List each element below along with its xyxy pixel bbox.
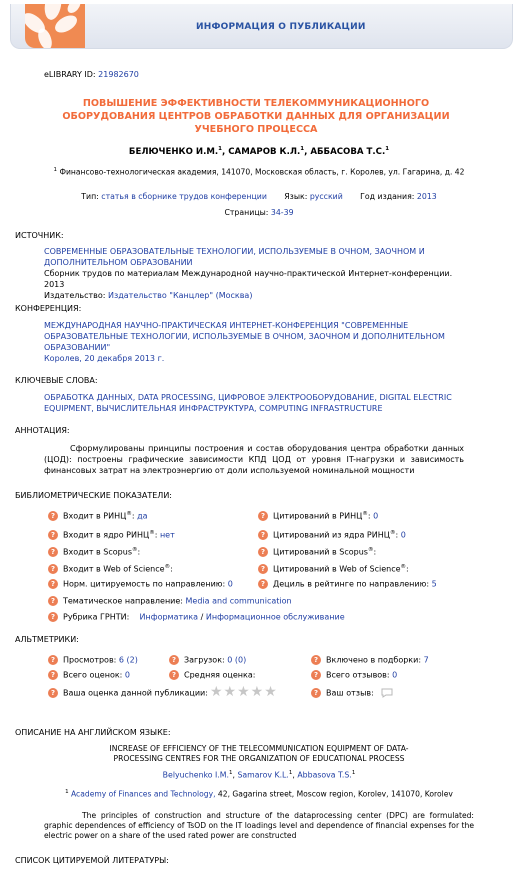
- elibrary-id: [44, 70, 139, 79]
- help-icon[interactable]: ?: [48, 596, 58, 606]
- english-abstract: The principles of construction and structure of the dataprocessing center (DPC) are formulated: graphic dependences of efficiency of TsOD on the IT loadings level and dependence of financial expenses for the electric power on a share of the used rated power are constructed: [44, 811, 474, 840]
- elibrary-logo: [25, 4, 85, 48]
- year-value: 2013: [416, 192, 437, 201]
- bib-left-4: ? Норм. цитируемость по направлению: 0: [48, 579, 233, 589]
- help-icon[interactable]: ?: [48, 530, 58, 540]
- grnti-link-2[interactable]: Информационное обслуживание: [205, 612, 345, 622]
- downloads-row: ? Загрузок: 0 (0): [169, 655, 246, 665]
- bib-left-3: ? Входит в Web of Science®:: [48, 564, 173, 574]
- help-icon[interactable]: ?: [48, 670, 58, 680]
- bib-right-3: ? Цитирований в Web of Science®:: [258, 564, 409, 574]
- publication-title: ПОВЫШЕНИЕ ЭФФЕКТИВНОСТИ ТЕЛЕКОММУНИКАЦИОННОГО ОБОРУДОВАНИЯ ЦЕНТРОВ ОБРАБОТКИ ДАННЫХ ДЛЯ ОРГАНИЗАЦИИ УЧЕБНОГО ПРОЦЕССА: [62, 98, 450, 135]
- avg-row: ? Средняя оценка:: [169, 670, 255, 680]
- conference-place: Королев, 20 декабря 2013 г.: [44, 354, 165, 363]
- english-affiliation: $^1$ Academy of Finances and Technology, 42, Gagarina street, Moscow region, Korolev, 141070, Korolev: [65, 789, 453, 799]
- elibrary-id-label: eLIBRARY ID:: [44, 70, 96, 79]
- help-icon[interactable]: ?: [258, 511, 268, 521]
- conference-heading: КОНФЕРЕНЦИЯ:: [15, 304, 82, 313]
- bib-left-0: ? Входит в РИНЦ®: да: [48, 511, 148, 521]
- affiliation-sup: 1: [53, 167, 58, 173]
- help-icon[interactable]: ?: [311, 688, 321, 698]
- help-icon[interactable]: ?: [48, 655, 58, 665]
- help-icon[interactable]: ?: [169, 655, 179, 665]
- bib-left-2: ? Входит в Scopus®:: [48, 547, 140, 557]
- conference-title-link[interactable]: МЕЖДУНАРОДНАЯ НАУЧНО-ПРАКТИЧЕСКАЯ ИНТЕРНЕТ-КОНФЕРЕНЦИЯ "СОВРЕМЕННЫЕ ОБРАЗОВАТЕЛЬНЫЕ ТЕХНОЛОГИИ, ИСПОЛЬЗУЕМЫЕ В ОЧНОМ, ЗАОЧНОМ И ДОПОЛНИТЕЛЬНОМ ОБРАЗОВАНИИ": [44, 321, 445, 352]
- help-icon[interactable]: ?: [48, 547, 58, 557]
- source-heading: ИСТОЧНИК:: [15, 231, 64, 240]
- bib-right-2: ? Цитирований в Scopus®:: [258, 547, 376, 557]
- source-publisher: [44, 290, 464, 301]
- author-3-sup: 1: [385, 146, 390, 152]
- ratings-row: ? Всего оценок: 0: [48, 670, 130, 680]
- grnti-link-1[interactable]: Информатика: [139, 612, 199, 622]
- english-author-3[interactable]: Abbasova T.S.: [297, 770, 352, 780]
- affiliation-text: Финансово-технологическая академия, 141070, Московская область, г. Королев, ул. Гагарина, д. 42: [59, 167, 465, 177]
- publication-meta: [0, 192, 518, 201]
- your-rating-row: ? Ваша оценка данной публикации:: [48, 688, 208, 698]
- help-icon[interactable]: ?: [311, 670, 321, 680]
- lang-value: русский: [309, 192, 343, 201]
- references-heading: СПИСОК ЦИТИРУЕМОЙ ЛИТЕРАТУРЫ:: [15, 856, 169, 865]
- author-2-sup: 1: [300, 146, 305, 152]
- header-title: ИНФОРМАЦИЯ О ПУБЛИКАЦИИ: [196, 22, 366, 32]
- help-icon[interactable]: ?: [48, 612, 58, 622]
- altmetrics-heading: АЛЬТМЕТРИКИ:: [15, 635, 79, 644]
- help-icon[interactable]: ?: [48, 579, 58, 589]
- author-2[interactable]: САМАРОВ К.Л.: [228, 146, 301, 157]
- year-label: Год издания:: [360, 192, 415, 201]
- help-icon[interactable]: ?: [258, 564, 268, 574]
- help-icon[interactable]: ?: [258, 530, 268, 540]
- english-authors: Belyuchenko I.M.$^1$, Samarov K.L.$^1$, Abbasova T.S.$^1$: [162, 770, 356, 780]
- type-label: Тип:: [81, 192, 99, 201]
- help-icon[interactable]: ?: [48, 511, 58, 521]
- bib-right-1: ? Цитирований из ядра РИНЦ®: 0: [258, 530, 406, 540]
- grnti-row: ? Рубрика ГРНТИ: Информатика / Информационное обслуживание: [48, 612, 345, 622]
- source-title-link[interactable]: СОВРЕМЕННЫЕ ОБРАЗОВАТЕЛЬНЫЕ ТЕХНОЛОГИИ, ИСПОЛЬЗУЕМЫЕ В ОЧНОМ, ЗАОЧНОМ И ДОПОЛНИТЕЛЬНОМ ОБРАЗОВАНИИ: [44, 247, 425, 267]
- help-icon[interactable]: ?: [311, 655, 321, 665]
- help-icon[interactable]: ?: [169, 670, 179, 680]
- author-1[interactable]: БЕЛЮЧЕНКО И.М.: [128, 146, 219, 157]
- authors-line: БЕЛЮЧЕНКО И.М.$^1$, САМАРОВ К.Л.$^1$, АББАСОВА Т.С.$^1$: [128, 146, 390, 157]
- affiliation: [0, 167, 518, 177]
- thematic-row: ? Тематическое направление: Media and communication: [48, 596, 292, 606]
- pages: [0, 208, 518, 217]
- keywords-heading: КЛЮЧЕВЫЕ СЛОВА:: [15, 376, 98, 385]
- help-icon[interactable]: ?: [258, 579, 268, 589]
- english-author-1[interactable]: Belyuchenko I.M.: [162, 770, 229, 780]
- pages-value: 34-39: [270, 208, 294, 217]
- bib-left-1: ? Входит в ядро РИНЦ®: нет: [48, 530, 175, 540]
- keywords-list[interactable]: ОБРАБОТКА ДАННЫХ, DATA PROCESSING, ЦИФРОВОЕ ЭЛЕКТРООБОРУДОВАНИЕ, DIGITAL ELECTRIC EQUIPMENT, ВЫЧИСЛИТЕЛЬНАЯ ИНФРАСТРУКТУРА, COMPUTING INFRASTRUCTURE: [44, 393, 452, 413]
- header-bar: [10, 4, 513, 49]
- type-value: статья в сборнике трудов конференции: [101, 192, 267, 201]
- collections-row: ? Включено в подборки: 7: [311, 655, 429, 665]
- annotation-heading: АННОТАЦИЯ:: [15, 426, 70, 435]
- source-block: [44, 246, 464, 301]
- elibrary-id-value[interactable]: 21982670: [98, 70, 139, 79]
- source-subtitle: Сборник трудов по материалам Международной научно-практической Интернет-конференции. 2013: [44, 269, 453, 289]
- publisher-link[interactable]: Издательство "Канцлер" (Москва): [108, 291, 253, 300]
- english-title: INCREASE OF EFFICIENCY OF THE TELECOMMUNICATION EQUIPMENT OF DATA-PROCESSING CENTRES FOR THE ORGANIZATION OF EDUCATIONAL PROCESS: [109, 744, 409, 763]
- author-3[interactable]: АББАСОВА Т.С.: [310, 146, 386, 157]
- your-review-row: ? Ваш отзыв:: [311, 688, 393, 698]
- english-author-2[interactable]: Samarov K.L.: [237, 770, 289, 780]
- reviews-row: ? Всего отзывов: 0: [311, 670, 397, 680]
- annotation-text: Сформулированы принципы построения и состав оборудования центра обработки данных (ЦОД): построены графические зависимости КПД ЦОД от уровня IT-нагрузки и зависимость финансовых затрат на электроэнергию от доли используемой номинальной мощности: [44, 444, 464, 475]
- help-icon[interactable]: ?: [48, 564, 58, 574]
- bib-right-4: ? Дециль в рейтинге по направлению: 5: [258, 579, 437, 589]
- bib-right-0: ? Цитирований в РИНЦ®: 0: [258, 511, 378, 521]
- english-affiliation-link[interactable]: Academy of Finances and Technology,: [71, 789, 216, 799]
- lang-label: Язык:: [284, 192, 308, 201]
- help-icon[interactable]: ?: [48, 688, 58, 698]
- bibliometrics-heading: БИБЛИОМЕТРИЧЕСКИЕ ПОКАЗАТЕЛИ:: [15, 491, 172, 500]
- help-icon[interactable]: ?: [258, 547, 268, 557]
- pages-label: Страницы:: [224, 208, 269, 217]
- publisher-label: Издательство:: [44, 291, 106, 300]
- thematic-link[interactable]: Media and communication: [185, 596, 292, 606]
- views-row: ? Просмотров: 6 (2): [48, 655, 138, 665]
- author-1-sup: 1: [218, 146, 222, 152]
- english-heading: ОПИСАНИЕ НА АНГЛИЙСКОМ ЯЗЫКЕ:: [15, 728, 171, 737]
- conference-block: [44, 320, 464, 364]
- comment-icon[interactable]: [381, 688, 393, 698]
- rating-stars[interactable]: ★★★★★: [210, 684, 278, 700]
